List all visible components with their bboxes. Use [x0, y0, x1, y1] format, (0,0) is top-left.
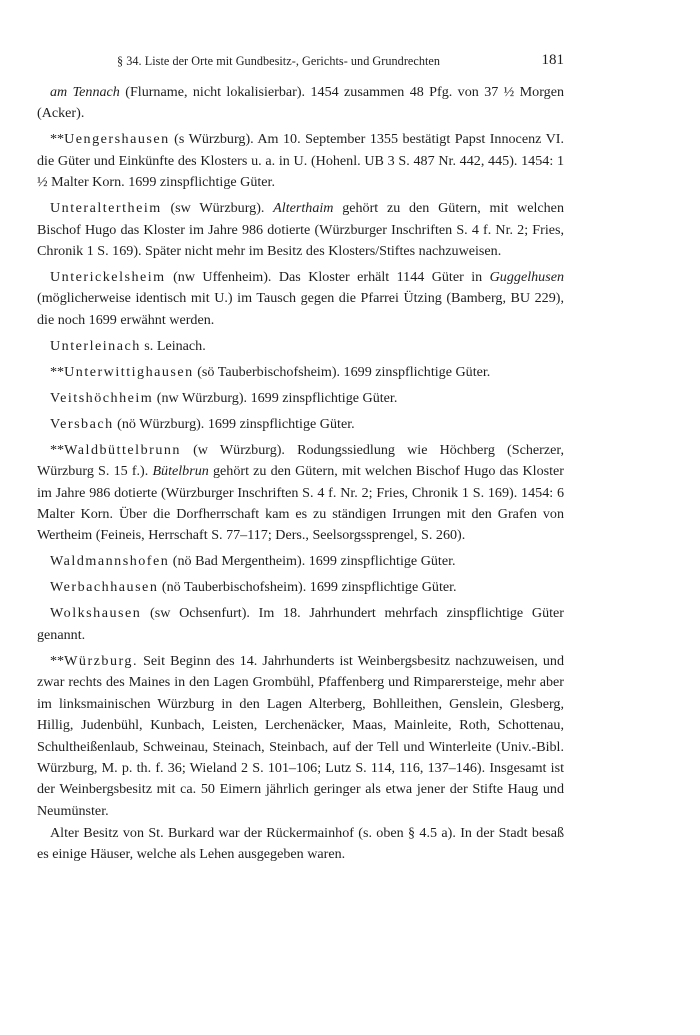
entry-am-tennach	[37, 82, 564, 125]
entry-place: Versbach	[50, 415, 114, 432]
entry-italic-name: Guggelhusen	[489, 269, 564, 286]
entry-werbachhausen	[37, 577, 564, 598]
running-title: § 34. Liste der Orte mit Gundbesitz-, Gerichts- und Grundrechten	[117, 54, 441, 68]
entry-marker: **	[50, 363, 65, 380]
entry-italic-name: Bütelbrun	[152, 463, 209, 480]
entry-marker: **	[50, 441, 65, 458]
page-header	[37, 52, 564, 76]
entry-place: Würzburg.	[64, 652, 138, 669]
entry-wuerzburg	[37, 651, 564, 822]
entry-wolkshausen	[37, 603, 564, 646]
entry-text: gehört zu den Gütern, mit welchen Bischof Hugo das Kloster im Jahre 986 dotierte (Würzburger Inschriften S. 4 f. Nr. 2; Fries, Chronik 1 S. 169). 1454: 6 Malter Korn. Über die Dorfherrschaft kam es zu ständigen Irrungen mit den Grafen von Wertheim (Feineis, Herrschaft S. 77–117; Ders., Seelsorgssprengel, S. 260).	[37, 463, 564, 544]
entry-uengershausen	[37, 129, 564, 193]
entry-unterickelsheim	[37, 267, 564, 331]
entry-text: (sw Würzburg).	[161, 200, 274, 217]
entry-text: (s Würzburg). Am 10. September 1355 bestätigt Papst Innocenz VI. die Güter und Einkünfte des Klosters u. a. in U. (Hohenl. UB 3 S. 487 Nr. 442, 445). 1454: 1 ½ Malter Korn. 1699 zinspflichtige Güter.	[37, 131, 564, 191]
entry-text: (Flurname, nicht lokalisierbar). 1454 zusammen 48 Pfg. von 37 ½ Morgen (Acker).	[37, 84, 564, 122]
entry-place: Unteraltertheim	[50, 200, 162, 217]
entry-text: gehört zu den Gütern, mit welchen Bischof Hugo das Kloster im Jahre 986 dotierte (Würzburger Inschriften S. 4 f. Nr. 2; Fries, Chronik 1 S. 169). Später nicht mehr im Besitz des Klosters/Stiftes nachzuweisen.	[37, 200, 564, 260]
entry-text: (nö Tauberbischofsheim). 1699 zinspflichtige Güter.	[158, 579, 457, 596]
document-page	[37, 52, 564, 870]
entry-place: Waldbüttelbrunn	[64, 441, 181, 458]
entry-text: (w Würzburg). Rodungssiedlung wie Höchberg (Scherzer, Würzburg S. 15 f.).	[37, 441, 564, 480]
entry-unterwittighausen	[37, 362, 564, 383]
entry-text: (nö Bad Mergentheim). 1699 zinspflichtige Güter.	[169, 553, 456, 570]
entry-place: Werbachhausen	[50, 579, 159, 596]
entry-text: (nw Uffenheim). Das Kloster erhält 1144 Güter in	[165, 269, 490, 286]
entry-place: Veitshöchheim	[50, 389, 154, 406]
entry-place: Waldmannshofen	[50, 553, 170, 570]
entry-text: (möglicherweise identisch mit U.) im Tausch gegen die Pfarrei Ützing (Bamberg, BU 229), die noch 1699 erwähnt werden.	[37, 290, 564, 328]
entry-veitshoechheim	[37, 388, 564, 409]
entry-marker: **	[50, 131, 65, 148]
entry-text: Seit Beginn des 14. Jahrhunderts ist Weinbergsbesitz nachzuweisen, und zwar rechts des Maines in den Lagen Grombühl, Pfaffenberg und Rimparersteige, mehr aber im linksmainischen Würzburg in den Lagen Alterberg, Bohlleithen, Genslein, Glesberg, Hillig, Judenbühl, Kunbach, Leisten, Lerchenäcker, Maas, Mainleite, Roth, Schottenau, Schultheißenlaub, Schweinau, Steinach, Steinbach, auf der Tell und Winterleite (Univ.-Bibl. Würzburg, M. p. th. f. 36; Wieland 2 S. 101–106; Lutz S. 114, 116, 137–146). Insgesamt ist der Weinbergsbesitz mit ca. 50 Eimern jährlich geringer als etwa jener der Stifte Haug und Neumünster.	[37, 652, 564, 819]
page-number: 181	[541, 52, 564, 68]
entry-versbach	[37, 414, 564, 435]
entry-lead-italic: am Tennach	[50, 84, 120, 100]
entry-place: Unterleinach	[50, 337, 141, 354]
entry-waldmannshofen	[37, 551, 564, 572]
entry-marker: **	[50, 652, 65, 669]
entry-place: Unterwittighausen	[64, 363, 194, 380]
entry-unterleinach	[37, 336, 564, 357]
paragraph-final: Alter Besitz von St. Burkard war der Rückermainhof (s. oben § 4.5 a). In der Stadt besaß es einige Häuser, welche als Lehen ausgegeben waren.	[37, 824, 564, 863]
entry-text: (sw Ochsenfurt). Im 18. Jahrhundert mehrfach zinspflichtige Güter genannt.	[37, 605, 564, 643]
entry-text: s. Leinach.	[140, 337, 206, 354]
entry-italic-name: Alterthaim	[273, 200, 334, 217]
entry-place: Unterickelsheim	[50, 269, 166, 286]
entry-waldbuettelbrunn	[37, 440, 564, 547]
entry-text: (sö Tauberbischofsheim). 1699 zinspflichtige Güter.	[193, 363, 491, 380]
entry-text: (nö Würzburg). 1699 zinspflichtige Güter.	[113, 415, 355, 432]
entry-unteraltertheim	[37, 198, 564, 262]
entry-place: Wolkshausen	[50, 605, 142, 622]
entry-text: (nw Würzburg). 1699 zinspflichtige Güter.	[153, 389, 398, 406]
entry-place: Uengershausen	[64, 131, 170, 148]
